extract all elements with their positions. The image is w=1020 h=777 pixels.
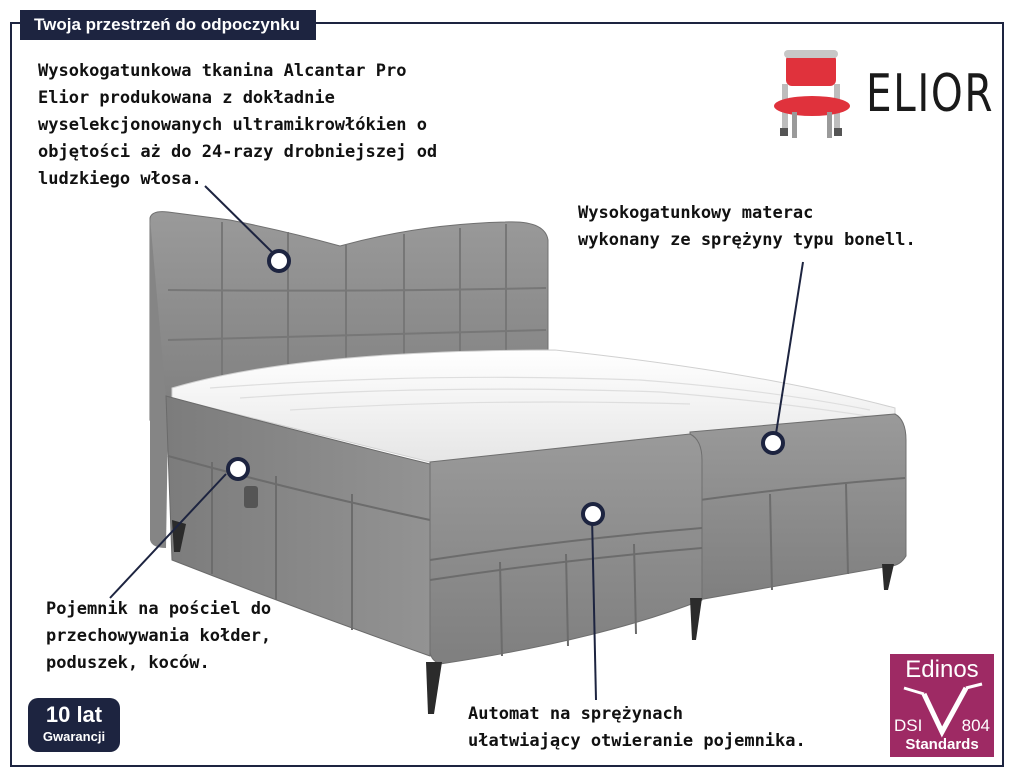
leg (690, 598, 702, 640)
warranty-badge: 10 lat Gwarancji (28, 698, 120, 752)
box-front (430, 434, 702, 664)
brand-name: ELIOR (866, 64, 995, 124)
box-right (690, 414, 906, 600)
leg (882, 564, 894, 590)
note-automat: Automat na sprężynach ułatwiający otwieranie pojemnika. (468, 704, 806, 751)
note-mattress: Wysokogatunkowy materac wykonany ze sprężyny typu bonell. (578, 203, 916, 250)
leg (426, 662, 442, 714)
note-fabric: Wysokogatunkowa tkanina Alcantar Pro Elior produkowana z dokładnie wyselekcjonowanych ultramikrowłókien o objętości aż do 24-razy drobniejszej od ludzkiego włosa. (38, 61, 438, 189)
brand-logo (772, 46, 997, 146)
chair-icon (772, 46, 852, 146)
page-title: Twoja przestrzeń do odpoczynku (20, 10, 316, 40)
certificate-badge: Edinos DSI 804 Standards (890, 654, 994, 757)
note-storage: Pojemnik na pościel do przechowywania kołder, poduszek, koców. (46, 599, 272, 673)
